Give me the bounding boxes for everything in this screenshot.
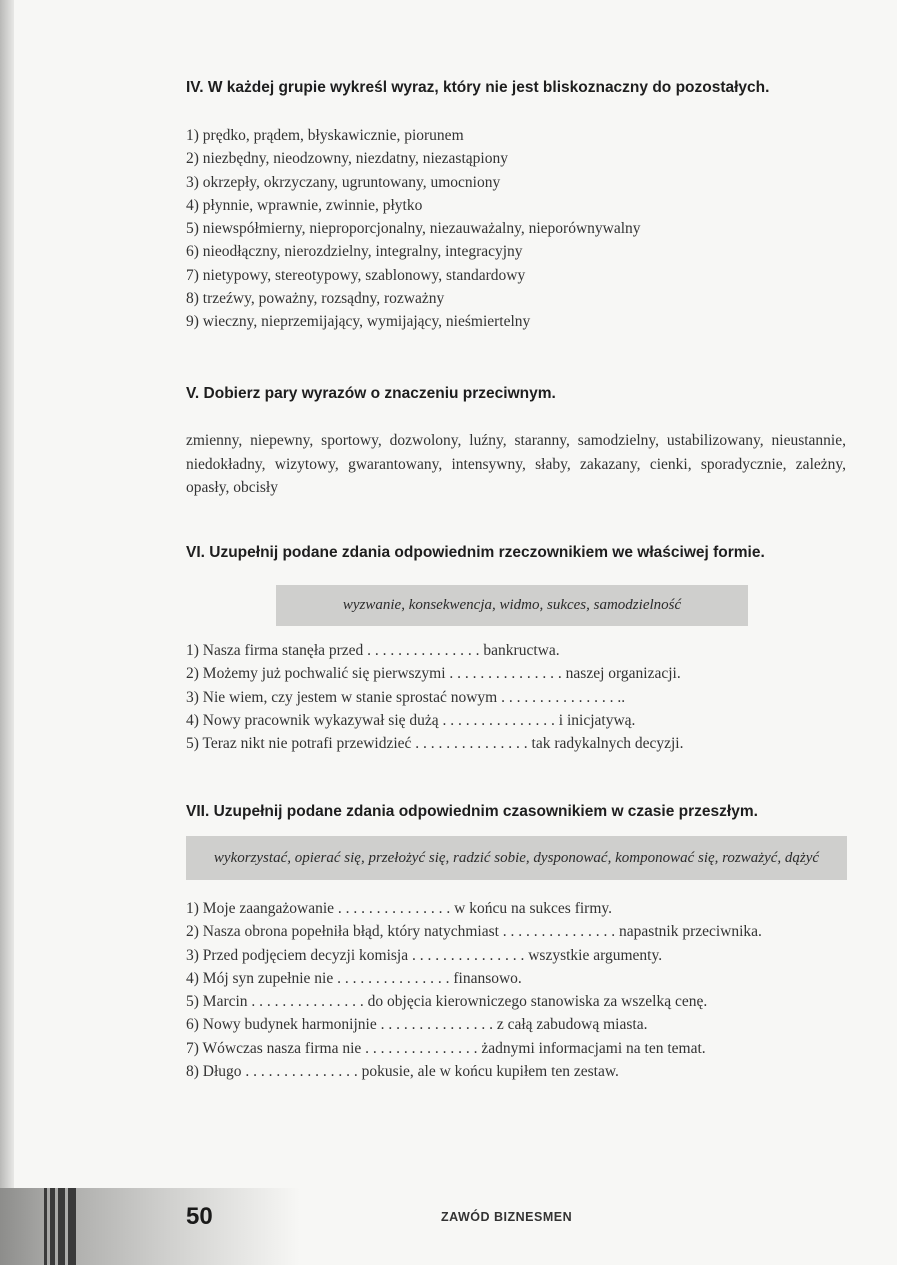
- footer-stripe: [68, 1188, 76, 1265]
- list-item: 4) Mój syn zupełnie nie . . . . . . . . . . . . . . . finansowo.: [186, 969, 522, 987]
- footer-stripe: [44, 1188, 47, 1265]
- list-item: 5) niewspółmierny, nieproporcjonalny, niezauważalny, nieporównywalny: [186, 220, 641, 238]
- list-item: 1) prędko, prądem, błyskawicznie, piorunem: [186, 127, 464, 144]
- list-item: 9) wieczny, nieprzemijający, wymijający, nieśmiertelny: [186, 313, 531, 331]
- running-title: ZAWÓD BIZNESMEN: [441, 1210, 573, 1224]
- list-item: 6) nieodłączny, nierozdzielny, integralny, integracyjny: [186, 243, 523, 261]
- list-item: 2) Możemy już pochwalić się pierwszymi . . . . . . . . . . . . . . . naszej organizacji.: [186, 665, 681, 683]
- section-vii-word-box: wykorzystać, opierać się, przełożyć się, radzić sobie, dysponować, komponować się, rozważyć, dążyć: [186, 836, 847, 880]
- section-v-heading: V. Dobierz pary wyrazów o znaczeniu przeciwnym.: [186, 385, 556, 402]
- section-v-word-list: zmienny, niepewny, sportowy, dozwolony, luźny, staranny, samodzielny, ustabilizowany, nieustannie, niedokładny, wizytowy, gwarantowany, intensywny, słaby, zakazany, cienki, sporadycznie, zależny, opasły, obcisły: [186, 432, 846, 496]
- list-item: 7) nietypowy, stereotypowy, szablonowy, standardowy: [186, 266, 526, 284]
- list-item: 3) okrzepły, okrzyczany, ugruntowany, umocniony: [186, 173, 501, 191]
- list-item: 3) Przed podjęciem decyzji komisja . . . . . . . . . . . . . . . wszystkie argumenty.: [186, 946, 663, 964]
- list-item: 4) płynnie, wprawnie, zwinnie, płytko: [186, 196, 423, 214]
- list-item: 8) trzeźwy, poważny, rozsądny, rozważny: [186, 290, 445, 308]
- list-item: 8) Długo . . . . . . . . . . . . . . . pokusie, ale w końcu kupiłem ten zestaw.: [186, 1063, 619, 1081]
- section-vii-list: [186, 897, 762, 1083]
- section-iv-heading: IV. W każdej grupie wykreśl wyraz, który nie jest bliskoznaczny do pozostałych.: [186, 79, 770, 96]
- section-vii-heading: VII. Uzupełnij podane zdania odpowiednim czasownikiem w czasie przeszłym.: [186, 803, 758, 820]
- list-item: 6) Nowy budynek harmonijnie . . . . . . . . . . . . . . . z całą zabudową miasta.: [186, 1016, 648, 1034]
- section-vi-list: [186, 639, 683, 755]
- section-vi-word-box: wyzwanie, konsekwencja, widmo, sukces, samodzielność: [276, 585, 748, 626]
- section-vi-heading: VI. Uzupełnij podane zdania odpowiednim rzeczownikiem we właściwej formie.: [186, 544, 765, 561]
- list-item: 5) Teraz nikt nie potrafi przewidzieć . . . . . . . . . . . . . . . tak radykalnych decyzji.: [186, 735, 684, 753]
- list-item: 2) niezbędny, nieodzowny, niezdatny, niezastąpiony: [186, 150, 508, 168]
- footer-stripe: [50, 1188, 55, 1265]
- page-number: 50: [186, 1203, 213, 1230]
- footer-stripe: [58, 1188, 65, 1265]
- list-item: 3) Nie wiem, czy jestem w stanie sprostać nowym . . . . . . . . . . . . . . . ..: [186, 688, 626, 706]
- list-item: 1) Moje zaangażowanie . . . . . . . . . . . . . . . w końcu na sukces firmy.: [186, 900, 612, 917]
- list-item: 1) Nasza firma stanęła przed . . . . . . . . . . . . . . . bankructwa.: [186, 642, 560, 659]
- section-iv-list: [186, 124, 641, 334]
- list-item: 2) Nasza obrona popełniła błąd, który natychmiast . . . . . . . . . . . . . . . napastnik przeciwnika.: [186, 923, 762, 941]
- list-item: 4) Nowy pracownik wykazywał się dużą . . . . . . . . . . . . . . . i inicjatywą.: [186, 711, 636, 729]
- list-item: 7) Wówczas nasza firma nie . . . . . . . . . . . . . . . żadnymi informacjami na ten temat.: [186, 1039, 706, 1057]
- list-item: 5) Marcin . . . . . . . . . . . . . . . do objęcia kierowniczego stanowiska za wszelką cenę.: [186, 993, 708, 1011]
